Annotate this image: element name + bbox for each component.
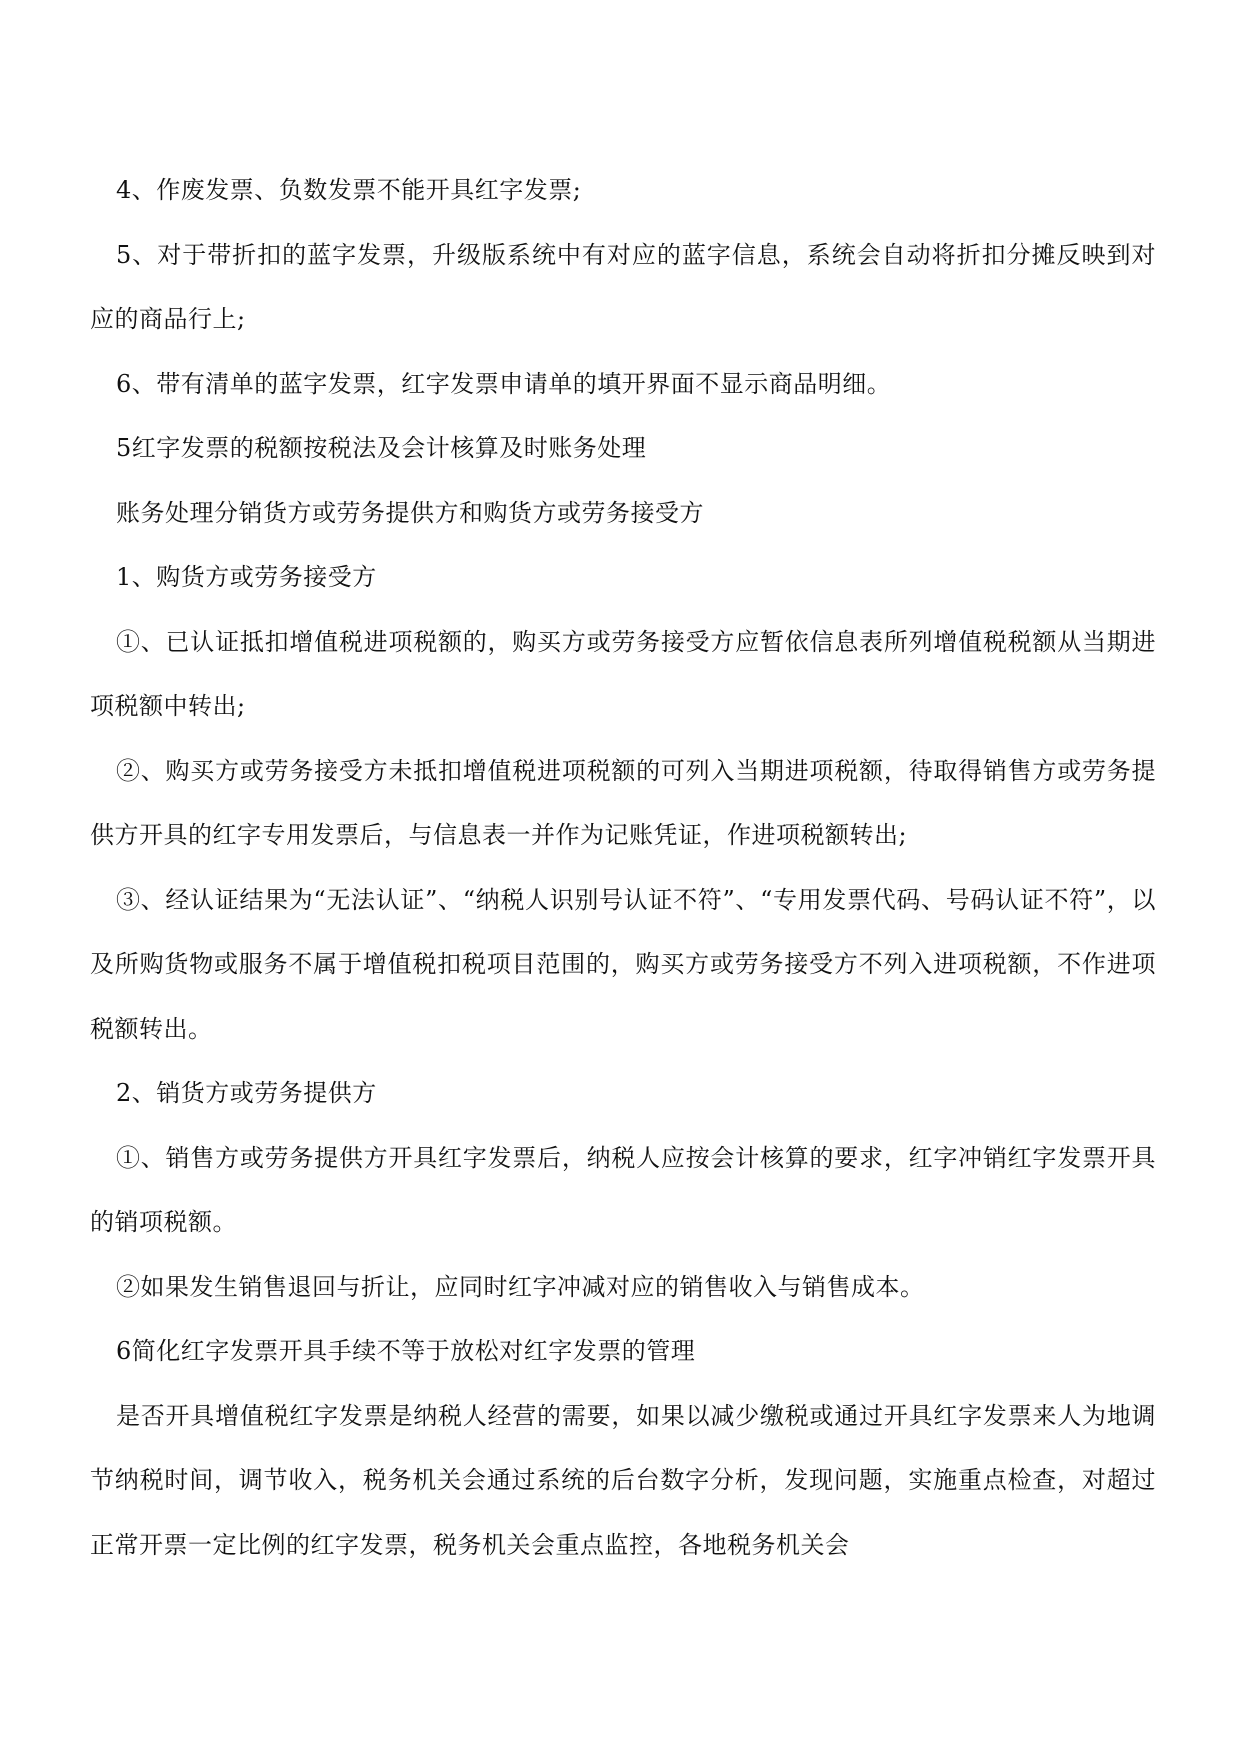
paragraph-buyer-2: ②、购买方或劳务接受方未抵扣增值税进项税额的可列入当期进项税额，待取得销售方或劳务提供方开具的红字专用发票后，与信息表一并作为记账凭证，作进项税额转出; xyxy=(90,756,1156,849)
document-body xyxy=(90,158,1156,1577)
paragraph-item-6: 6、带有清单的蓝字发票，红字发票申请单的填开界面不显示商品明细。 xyxy=(116,369,892,398)
paragraph-buyer-1: ①、已认证抵扣增值税进项税额的，购买方或劳务接受方应暂依信息表所列增值税税额从当期进项税额中转出; xyxy=(90,627,1156,720)
subheading-seller: 2、销货方或劳务提供方 xyxy=(116,1079,377,1107)
paragraph-item-4: 4、作废发票、负数发票不能开具红字发票; xyxy=(116,176,582,204)
paragraph-accounting-intro: 账务处理分销货方或劳务提供方和购货方或劳务接受方 xyxy=(116,498,704,527)
section-heading-6: 6简化红字发票开具手续不等于放松对红字发票的管理 xyxy=(116,1337,696,1365)
paragraph-management: 是否开具增值税红字发票是纳税人经营的需要，如果以减少缴税或通过开具红字发票来人为地调节纳税时间，调节收入，税务机关会通过系统的后台数字分析，发现问题，实施重点检查，对超过正常开票一定比例的红字发票，税务机关会重点监控，各地税务机关会 xyxy=(90,1401,1156,1559)
section-heading-5: 5红字发票的税额按税法及会计核算及时账务处理 xyxy=(116,434,647,462)
paragraph-buyer-3: ③、经认证结果为“无法认证”、“纳税人识别号认证不符”、“专用发票代码、号码认证不符”，以及所购货物或服务不属于增值税扣税项目范围的，购买方或劳务接受方不列入进项税额，不作进项税额转出。 xyxy=(90,885,1156,1043)
paragraph-seller-1: ①、销售方或劳务提供方开具红字发票后，纳税人应按会计核算的要求，红字冲销红字发票开具的销项税额。 xyxy=(90,1143,1156,1236)
subheading-buyer: 1、购货方或劳务接受方 xyxy=(116,563,377,591)
paragraph-seller-2: ②如果发生销售退回与折让，应同时红字冲减对应的销售收入与销售成本。 xyxy=(116,1272,925,1301)
paragraph-item-5: 5、对于带折扣的蓝字发票，升级版系统中有对应的蓝字信息，系统会自动将折扣分摊反映到对应的商品行上; xyxy=(90,240,1156,333)
